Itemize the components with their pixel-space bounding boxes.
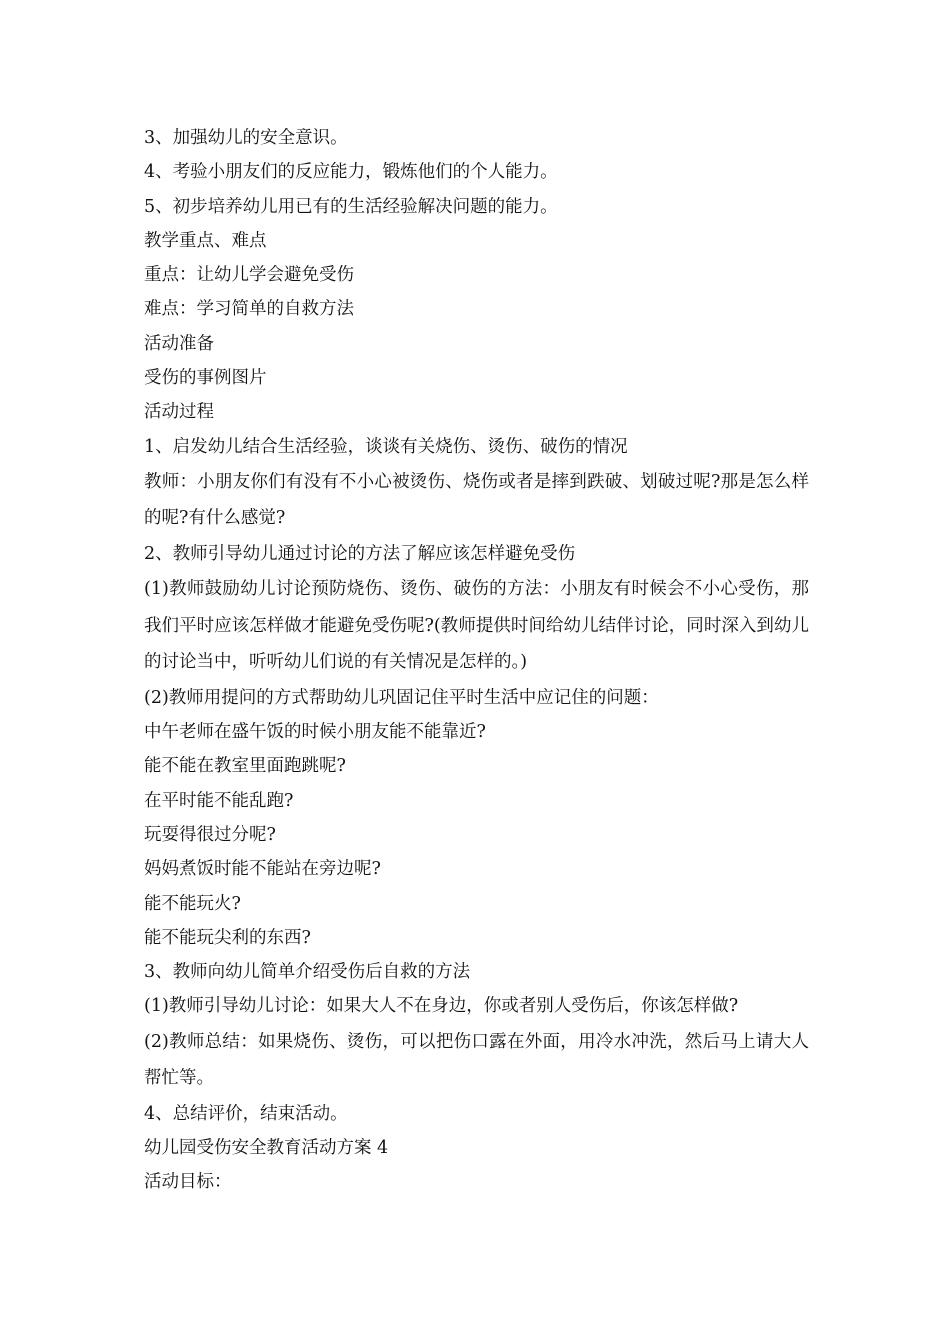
paragraph-key-point: 重点：让幼儿学会避免受伤 xyxy=(144,265,354,286)
paragraph-goal-3: 3、加强幼儿的安全意识。 xyxy=(144,128,348,148)
paragraph-step-4: 4、总结评价，结束活动。 xyxy=(144,1103,348,1124)
paragraph-step-2-1: (1)教师鼓励幼儿讨论预防烧伤、烫伤、破伤的方法：小朋友有时候会不小心受伤，那我们平时应该怎样做才能避免受伤呢?(教师提供时间给幼儿结伴讨论，同时深入到幼儿的讨论当中，听听幼儿们说的有关情况是怎样的。) xyxy=(144,579,809,673)
paragraph-preparation: 受伤的事例图片 xyxy=(144,368,267,389)
heading-objectives: 活动目标： xyxy=(144,1172,232,1193)
heading-key-points: 教学重点、难点 xyxy=(144,230,267,251)
paragraph-question-playing: 玩耍得很过分呢? xyxy=(144,824,276,845)
paragraph-question-sharp: 能不能玩尖利的东西? xyxy=(144,927,311,948)
paragraph-step-3-2: (2)教师总结：如果烧伤、烫伤，可以把伤口露在外面，用冷水冲洗，然后马上请大人帮忙等。 xyxy=(144,1031,809,1089)
paragraph-step-2: 2、教师引导幼儿通过讨论的方法了解应该怎样避免受伤 xyxy=(144,543,576,564)
paragraph-goal-4: 4、考验小朋友们的反应能力，锻炼他们的个人能力。 xyxy=(144,162,558,183)
paragraph-question-cooking: 妈妈煮饭时能不能站在旁边呢? xyxy=(144,859,381,880)
paragraph-goal-5: 5、初步培养幼儿用已有的生活经验解决问题的能力。 xyxy=(144,196,558,217)
paragraph-question-fire: 能不能玩火? xyxy=(144,893,241,914)
paragraph-step-1: 1、启发幼儿结合生活经验，谈谈有关烧伤、烫伤、破伤的情况 xyxy=(144,436,628,457)
paragraph-step-3-1: (1)教师引导幼儿讨论：如果大人不在身边，你或者别人受伤后，你该怎样做? xyxy=(144,996,739,1017)
paragraph-step-2-2: (2)教师用提问的方式帮助幼儿巩固记住平时生活中应记住的问题： xyxy=(144,687,659,708)
paragraph-question-running: 在平时能不能乱跑? xyxy=(144,790,294,811)
paragraph-question-classroom: 能不能在教室里面跑跳呢? xyxy=(144,756,346,777)
paragraph-difficulty: 难点：学习简单的自救方法 xyxy=(144,299,354,320)
paragraph-question-lunch: 中午老师在盛午饭的时候小朋友能不能靠近? xyxy=(144,722,486,743)
paragraph-teacher-question: 教师：小朋友你们有没有不小心被烫伤、烧伤或者是摔到跌破、划破过呢?那是怎么样的呢?有什么感觉? xyxy=(144,471,809,529)
document-body xyxy=(144,121,809,1200)
paragraph-step-3: 3、教师向幼儿简单介绍受伤后自救的方法 xyxy=(144,962,471,983)
heading-plan-4: 幼儿园受伤安全教育活动方案 4 xyxy=(144,1138,389,1159)
heading-preparation: 活动准备 xyxy=(144,333,214,354)
heading-process: 活动过程 xyxy=(144,402,214,423)
